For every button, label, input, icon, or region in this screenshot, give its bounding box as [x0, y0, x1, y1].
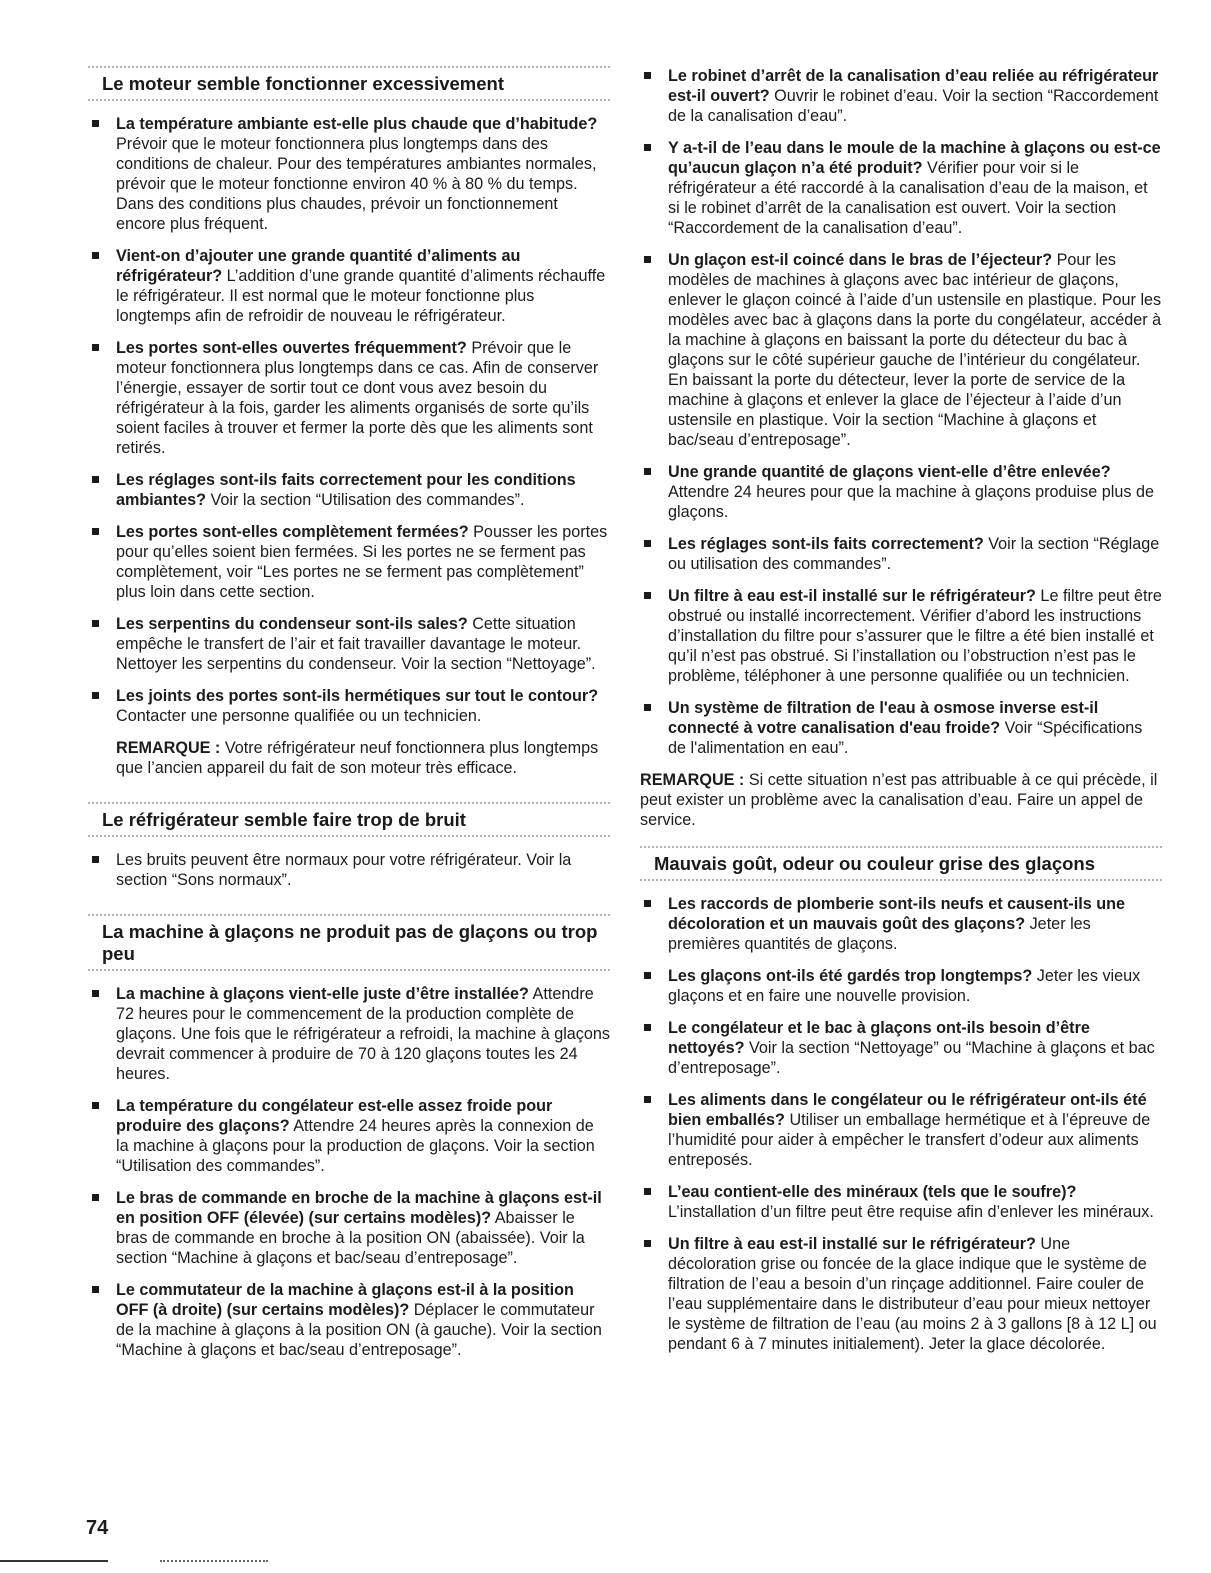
section-rule: [88, 99, 610, 101]
list-item: Le commutateur de la machine à glaçons est-il à la position OFF (à droite) (sur certains modèles)? Déplacer le commutateur de la machine à glaçons à la position ON (à gauche). Voir la section “Machine à glaçons et bac/seau d’entreposage”.: [88, 1280, 610, 1360]
right-column: [640, 66, 1162, 1378]
list-item: Les portes sont-elles ouvertes fréquemment? Prévoir que le moteur fonctionnera plus longtemps dans ce cas. Afin de conserver l’énergie, essayer de sortir tout ce dont vous avez besoin du réfrigérateur à la fois, garder les aliments organisés de sorte qu’ils soient faciles à trouver et fermer la porte dès que les aliments sont retirés.: [88, 338, 610, 458]
list-item: Le bras de commande en broche de la machine à glaçons est-il en position OFF (élevée) (sur certains modèles)? Abaisser le bras de commande en broche à la position ON (abaissée). Voir la section “Machine à glaçons et bac/seau d’entreposage”.: [88, 1188, 610, 1268]
list-item: La température ambiante est-elle plus chaude que d’habitude? Prévoir que le moteur fonctionnera plus longtemps dans des conditions de chaleur. Pour des températures ambiantes normales, prévoir que le moteur fonctionne environ 40 % à 80 % du temps. Dans des conditions plus chaudes, prévoir un fonctionnement encore plus fréquent.: [88, 114, 610, 234]
section-rule: [88, 969, 610, 971]
list-item: Les portes sont-elles complètement fermées? Pousser les portes pour qu’elles soient bien fermées. Si les portes ne se ferment pas complètement, voir “Les portes ne se ferment pas complètement” plus loin dans cette section.: [88, 522, 610, 602]
list-item: Vient-on d’ajouter une grande quantité d’aliments au réfrigérateur? L’addition d’une grande quantité d’aliments réchauffe le réfrigérateur. Il est normal que le moteur fonctionne plus longtemps afin de refroidir de nouveau le réfrigérateur.: [88, 246, 610, 326]
list-item: Un filtre à eau est-il installé sur le réfrigérateur? Une décoloration grise ou foncée de la glace indique que le système de filtration de l’eau a besoin d’un rinçage additionnel. Faire couler de l’eau supplémentaire dans le distributeur d’eau pour mieux nettoyer le système de filtration de l’eau (au moins 2 à 3 gallons [8 à 12 L] ou pendant 6 à 7 minutes initialement). Jeter la glace décolorée.: [640, 1234, 1162, 1354]
section-heading: Mauvais goût, odeur ou couleur grise des glaçons: [654, 853, 1096, 874]
list-item: L’eau contient-elle des minéraux (tels que le soufre)? L’installation d’un filtre peut être requise afin d’enlever les minéraux.: [640, 1182, 1162, 1222]
section-rule: [88, 914, 610, 916]
note: REMARQUE : Si cette situation n’est pas attribuable à ce qui précède, il peut exister un problème avec la canalisation d’eau. Faire un appel de service.: [640, 771, 1158, 829]
section-rule: [88, 802, 610, 804]
footer-rule: [160, 1560, 268, 1562]
section-heading: La machine à glaçons ne produit pas de glaçons ou trop peu: [102, 921, 598, 964]
section-heading: Le réfrigérateur semble faire trop de bruit: [102, 809, 466, 830]
list-item: Les aliments dans le congélateur ou le réfrigérateur ont-ils été bien emballés? Utiliser un emballage hermétique et à l’épreuve de l’humidité pour aider à empêcher le transfert d’odeur aux aliments entreposés.: [640, 1090, 1162, 1170]
section-rule: [88, 835, 610, 837]
list-item: La température du congélateur est-elle assez froide pour produire des glaçons? Attendre 24 heures après la connexion de la machine à glaçons pour la production de glaçons. Voir la section “Utilisation des commandes”.: [88, 1096, 610, 1176]
list-item: Les glaçons ont-ils été gardés trop longtemps? Jeter les vieux glaçons et en faire une nouvelle provision.: [640, 966, 1162, 1006]
list-item: Les réglages sont-ils faits correctement? Voir la section “Réglage ou utilisation des commandes”.: [640, 534, 1162, 574]
footer-rule: [0, 1560, 108, 1562]
list-item: Le congélateur et le bac à glaçons ont-ils besoin d’être nettoyés? Voir la section “Nettoyage” ou “Machine à glaçons et bac d’entreposage”.: [640, 1018, 1162, 1078]
list-item: Les joints des portes sont-ils hermétiques sur tout le contour? Contacter une personne qualifiée ou un technicien.: [88, 686, 610, 726]
section-rule: [640, 846, 1162, 848]
section-moteur: [88, 66, 610, 778]
left-column: [88, 66, 610, 1384]
section-rule: [88, 66, 610, 68]
list-item: Les réglages sont-ils faits correctement pour les conditions ambiantes? Voir la section “Utilisation des commandes”.: [88, 470, 610, 510]
list-item: Un filtre à eau est-il installé sur le réfrigérateur? Le filtre peut être obstrué ou installé incorrectement. Vérifier d’abord les instructions d’installation du filtre pour s’assurer que le filtre a été bien installé et qu’il n’est pas obstrué. Si l’installation ou l’obstruction n’est pas le problème, téléphoner à une personne qualifiée ou un technicien.: [640, 586, 1162, 686]
list-item: Une grande quantité de glaçons vient-elle d’être enlevée? Attendre 24 heures pour que la machine à glaçons produise plus de glaçons.: [640, 462, 1162, 522]
list-item: Les serpentins du condenseur sont-ils sales? Cette situation empêche le transfert de l’air et fait travailler davantage le moteur. Nettoyer les serpentins du condenseur. Voir la section “Nettoyage”.: [88, 614, 610, 674]
section-machine-glacons: [88, 914, 610, 1360]
section-bruit: [88, 802, 610, 890]
list-item: Les raccords de plomberie sont-ils neufs et causent-ils une décoloration et un mauvais goût des glaçons? Jeter les premières quantités de glaçons.: [640, 894, 1162, 954]
list-item: Y a-t-il de l’eau dans le moule de la machine à glaçons ou est-ce qu’aucun glaçon n’a été produit? Vérifier pour voir si le réfrigérateur a été raccordé à la canalisation d’eau de la maison, et si le robinet d’arrêt de la canalisation est ouvert. Voir la section “Raccordement de la canalisation d’eau”.: [640, 138, 1162, 238]
list-item: Le robinet d’arrêt de la canalisation d’eau reliée au réfrigérateur est-il ouvert? Ouvrir le robinet d’eau. Voir la section “Raccordement de la canalisation d’eau”.: [640, 66, 1162, 126]
list-item: Les bruits peuvent être normaux pour votre réfrigérateur. Voir la section “Sons normaux”.: [88, 850, 610, 890]
section-mauvais-gout: [640, 846, 1162, 1354]
section-rule: [640, 879, 1162, 881]
list-item: La machine à glaçons vient-elle juste d’être installée? Attendre 72 heures pour le commencement de la production complète de glaçons. Une fois que le réfrigérateur a refroidi, la machine à glaçons devrait commencer à produire de 70 à 120 glaçons toutes les 24 heures.: [88, 984, 610, 1084]
list-item: Un système de filtration de l'eau à osmose inverse est-il connecté à votre canalisation d'eau froide? Voir “Spécifications de l'alimentation en eau”.: [640, 698, 1162, 758]
page-number: 74: [86, 1517, 109, 1539]
note: REMARQUE : Votre réfrigérateur neuf fonctionnera plus longtemps que l’ancien appareil du fait de son moteur très efficace.: [116, 739, 599, 777]
section-heading: Le moteur semble fonctionner excessivement: [102, 73, 504, 94]
list-item: Un glaçon est-il coincé dans le bras de l’éjecteur? Pour les modèles de machines à glaçons avec bac intérieur de glaçons, enlever le glaçon coincé à l’aide d’un ustensile en plastique. Pour les modèles avec bac à glaçons dans la porte du congélateur, accéder à la machine à glaçons en baissant la porte du détecteur du bac à glaçons sur le côté supérieur gauche de l’intérieur du congélateur. En baissant la porte du détecteur, lever la porte de service de la machine à glaçons et enlever la glace de l’éjecteur à l’aide d’un ustensile en plastique. Voir la section “Machine à glaçons et bac/seau d’entreposage”.: [640, 250, 1162, 450]
